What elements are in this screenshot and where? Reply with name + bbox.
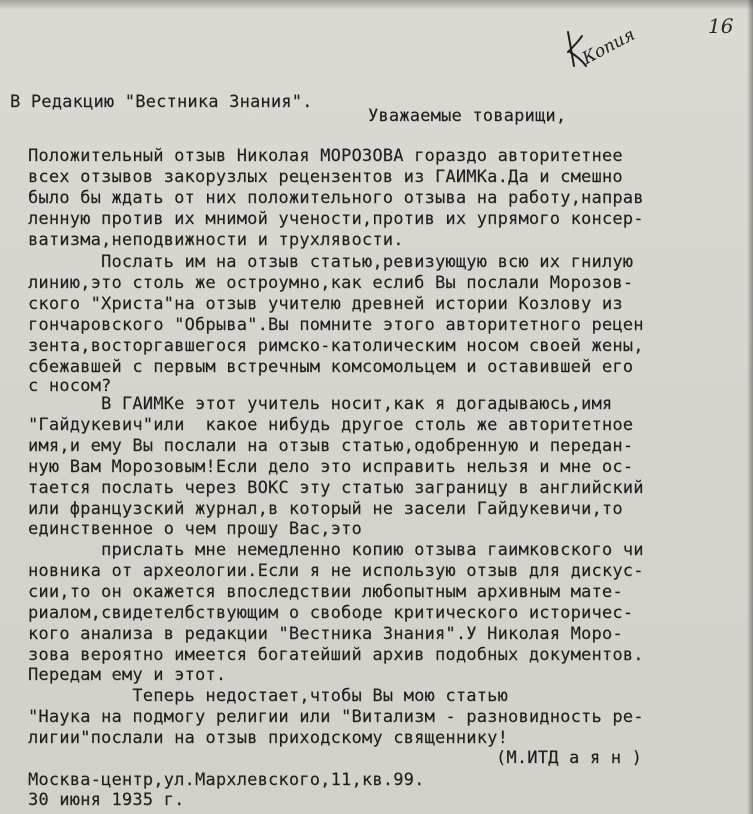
body-line: ленную против их мнимой учености,против их упрямого консер- (28, 209, 644, 229)
scan-edge-shadow (747, 0, 753, 814)
body-line: В ГАИМКе этот учитель носит,как я догадываюсь,имя (28, 394, 613, 414)
body-line: сбежавшей с первым встречным комсомольцем и оставившей его (28, 357, 634, 377)
body-line: с носом? (28, 376, 112, 396)
body-line: тается послать через ВОКС эту статью заграницу в английский (28, 478, 644, 498)
letter-date: 30 июня 1935 г. (28, 790, 185, 810)
body-line: кого анализа в редакции "Вестника Знания".У Николая Моро- (28, 624, 623, 644)
scan-top-shadow (0, 0, 753, 10)
body-line: ского "Христа"на отзыв учителю древней истории Козлову из (28, 294, 623, 314)
body-line: всех отзывов закорузлых рецензентов из ГАИМКа.Да и смешно (28, 167, 623, 187)
address-line: В Редакцию "Вестника Знания". (10, 92, 313, 112)
body-line: Теперь недостает,чтобы Вы мою статью (28, 686, 509, 706)
body-line: или французский журнал,в который не засели Гайдукевичи,то (28, 499, 623, 519)
signature: (М.ИТД а я н ) (496, 748, 643, 768)
page-number: 16 (708, 14, 734, 38)
body-line: новника от археологии.Если я не использую отзыв для дискус- (28, 561, 644, 581)
body-line: единственное о чем прошу Вас,это (28, 519, 362, 539)
body-line: лигии"послали на отзыв приходскому священнику! (28, 728, 509, 748)
body-line: гончаровского "Обрыва".Вы помните этого авторитетного рецен (28, 315, 644, 335)
body-line: прислать мне немедленно копию отзыва гаимковского чи (28, 540, 644, 560)
handwritten-copy-mark (560, 22, 640, 74)
body-line: зента,восторгавшегося римско-католическим носом своей жены, (28, 336, 644, 356)
body-line: риалом,свидетелбствующим о свободе критического историчес- (28, 603, 634, 623)
body-line: Послать им на отзыв статью,ревизующую всю их гнилую (28, 252, 634, 272)
body-line: ную Вам Морозовым!Если дело это исправить нельзя и мне ос- (28, 457, 634, 477)
body-line: Передам ему и этот. (28, 665, 227, 685)
body-line: Положительный отзыв Николая МОРОЗОВА гораздо авторитетнее (28, 146, 623, 166)
body-line: линию,это столь же остроумно,как еслиб Вы послали Морозов- (28, 273, 634, 293)
sender-address: Москва-центр,ул.Мархлевского,11,кв.99. (28, 770, 425, 790)
body-line: "Наука на подмогу религии или "Витализм - разновидность ре- (28, 707, 644, 727)
body-line: было бы ждать от них положительного отзыва на работу,направ (28, 188, 644, 208)
body-line: имя,и ему Вы послали на отзыв статью,одобренную и передан- (28, 436, 634, 456)
body-line: зова вероятно имеется богатейший архив подобных документов. (28, 645, 644, 665)
salutation: Уважаемые товарищи, (368, 106, 567, 126)
body-line: "Гайдукевич"или какое нибудь другое столь же авторитетное (28, 415, 634, 435)
copy-mark-text: Копия (579, 24, 639, 69)
body-line: сии,то он окажется впоследствии любопытным архивным мате- (28, 582, 623, 602)
body-line: ватизма,неподвижности и трухлявости. (28, 230, 404, 250)
